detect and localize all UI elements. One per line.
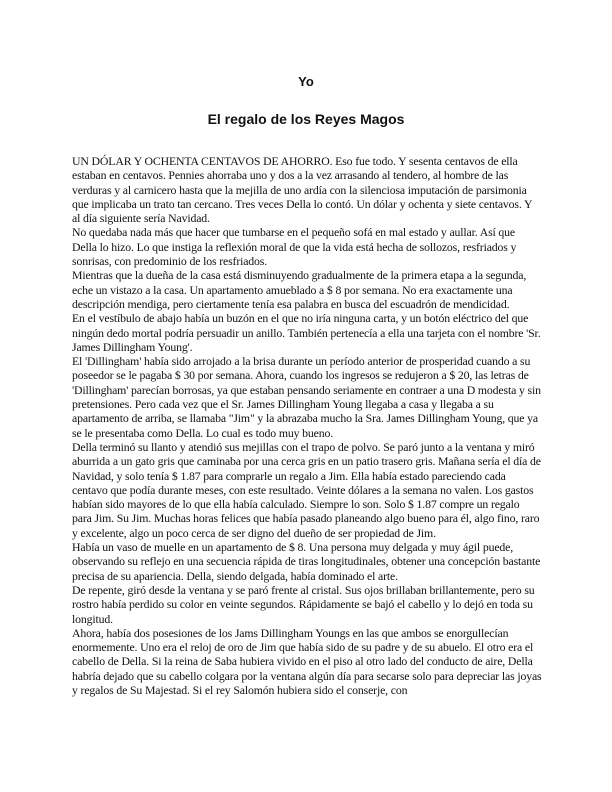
paragraph: No quedaba nada más que hacer que tumbarse en el pequeño sofá en mal estado y aullar. Así que Della lo hizo. Lo que instiga la reflexión moral de que la vida está hecha de sollozos, resfriados y sonrisas, con predominio de los resfriados. [72,225,517,269]
author-heading: Yo [298,74,314,89]
paragraph: En el vestíbulo de abajo había un buzón en el que no iría ninguna carta, y un botón eléctrico del que ningún dedo mortal podría persuadir un anillo. También pertenecía a ella una tarjeta con el nombre 'Sr. James Dillingham Young'. [72,311,541,354]
paragraph: Della terminó su llanto y atendió sus mejillas con el trapo de polvo. Se paró junto a la ventana y miró aburrida a un gato gris que caminaba por una cerca gris en un patio trasero gris. Mañana sería el día de Navidad, y solo tenía $ 1.87 para comprarle un regalo a Jim. Ella había estado pareciendo cada centavo que podía durante meses, con este resultado. Veinte dólares a la semana no valen. Los gastos habían sido mayores de lo que ella había calculado. Siempre lo son. Solo $ 1.87 compre un regalo para Jim. Su Jim. Muchas horas felices que había pasado planeando algo bueno para él, algo fino, raro y excelente, algo un poco cerca de ser digno del dueño de ser propiedad de Jim. [72,439,541,540]
paragraph: Mientras que la dueña de la casa está disminuyendo gradualmente de la primera etapa a la segunda, eche un vistazo a la casa. Un apartamento amueblado a $ 8 por semana. No era exactamente una descripción mendiga, pero ciertamente tenía esa palabra en busca del escuadrón de mendicidad. [72,268,527,311]
paragraph: Ahora, había dos posesiones de los Jams Dillingham Youngs en las que ambos se enorgullecían enormemente. Uno era el reloj de oro de Jim que había sido de su padre y de su abuelo. El otro era el cabello de Della. Si la reina de Saba hubiera vivido en el piso al otro lado del conducto de aire, Della habría dejado que su cabello colgara por la ventana algún día para secarse solo para depreciar las joyas y regalos de Su Majestad. Si el rey Salomón hubiera sido el conserje, con [72,625,542,697]
paragraph: Había un vaso de muelle en un apartamento de $ 8. Una persona muy delgada y muy ágil puede, observando su reflejo en una secuencia rápida de tiras longitudinales, obtener una concepción bastante precisa de su apariencia. Della, siendo delgada, había dominado el arte. [72,540,541,583]
story-body [72,154,542,697]
paragraph: UN DÓLAR Y OCHENTA CENTAVOS DE AHORRO. Eso fue todo. Y sesenta centavos de ella estaban en centavos. Pennies ahorraba uno y dos a la vez arrasando al tendero, al hombre de las verduras y al carnicero hasta que la mejilla de uno ardía con la silenciosa imputación de parsimonia que implicaba un trato tan cercano. Tres veces Della lo contó. Un dólar y ochenta y siete centavos. Y al día siguiente sería Navidad. [72,154,532,226]
page-title: El regalo de los Reyes Magos [207,111,405,127]
paragraph: El 'Dillingham' había sido arrojado a la brisa durante un período anterior de prosperidad cuando a su poseedor se le pagaba $ 30 por semana. Ahora, cuando los ingresos se redujeron a $ 20, las letras de 'Dillingham' parecían borrosas, ya que estaban pensando seriamente en contraer a una D modesta y sin pretensiones. Pero cada vez que el Sr. James Dillingham Young llegaba a casa y llegaba a su apartamento de arriba, se llamaba "Jim" y la abrazaba mucho la Sra. James Dillingham Young, que ya se le presentaba como Della. Lo cual es todo muy bueno. [72,354,541,440]
paragraph: De repente, giró desde la ventana y se paró frente al cristal. Sus ojos brillaban brillantemente, pero su rostro había perdido su color en veinte segundos. Rápidamente se bajó el cabello y lo dejó en toda su longitud. [72,582,535,626]
